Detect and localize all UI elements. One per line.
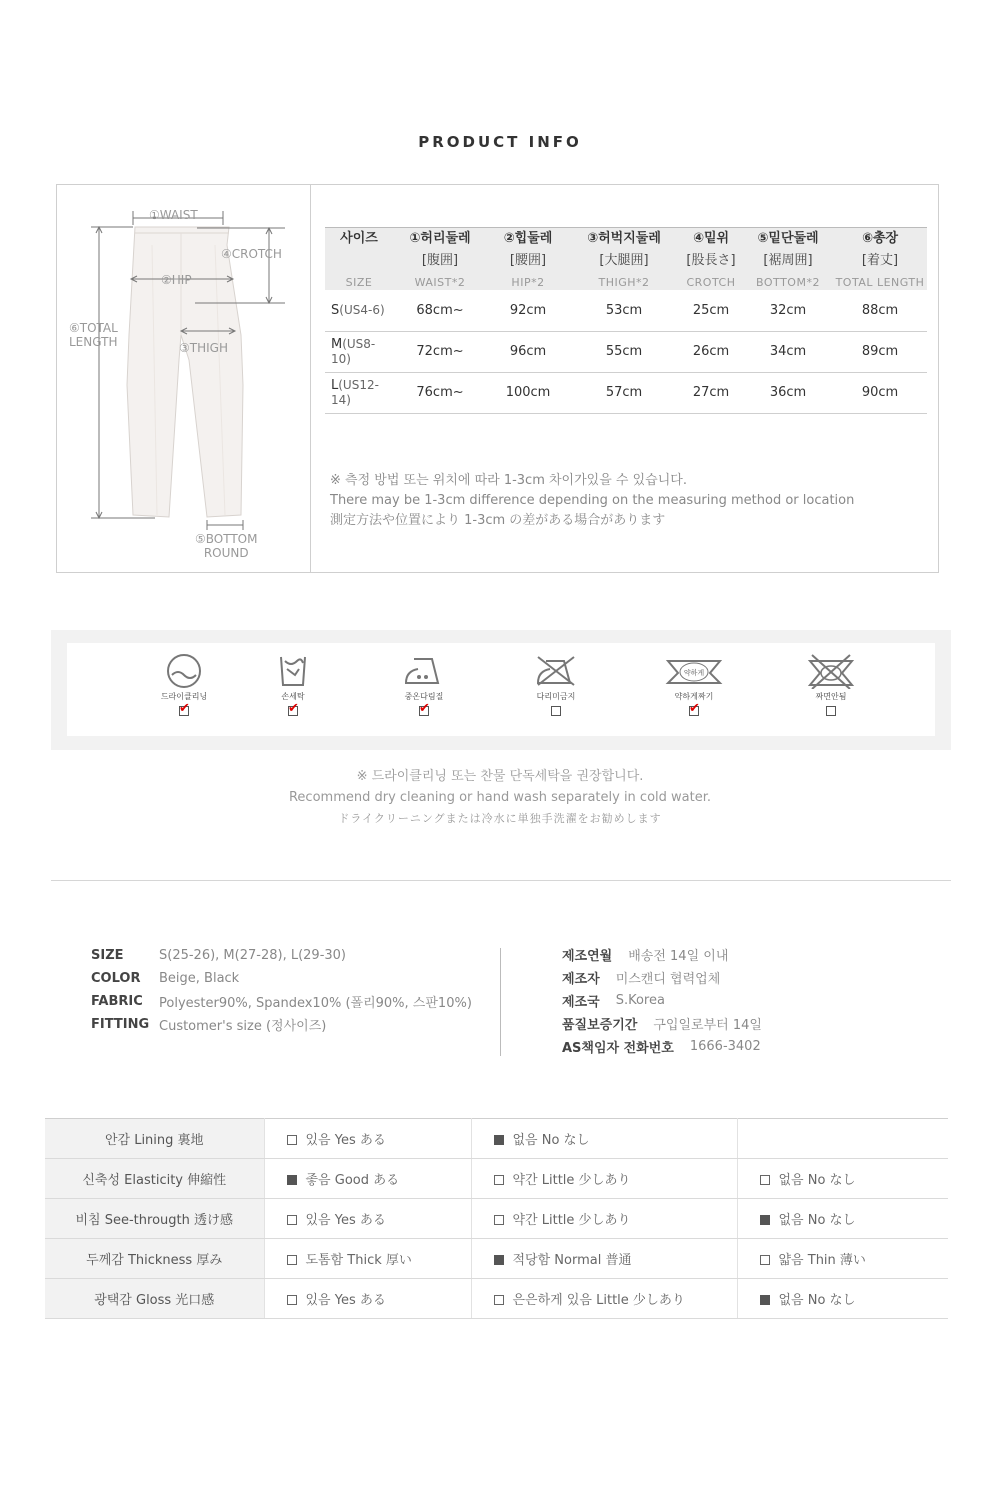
total-cell: 90cm <box>833 372 927 413</box>
feature-option <box>737 1119 948 1159</box>
mfg-row <box>562 966 762 989</box>
care-hand-wash <box>253 653 333 720</box>
total-length-line1: ⑥TOTAL <box>69 321 118 335</box>
feature-option <box>471 1199 737 1239</box>
feature-label: 신축성 Elasticity 伸縮性 <box>45 1159 264 1199</box>
option-checkbox[interactable] <box>494 1135 504 1145</box>
feature-row <box>45 1119 948 1159</box>
dry-clean-icon <box>164 653 204 689</box>
care-panel <box>51 630 951 750</box>
crotch-cell: 25cm <box>679 290 743 331</box>
care-label: 다리미금지 <box>536 692 576 701</box>
care-label: 손세탁 <box>281 692 305 701</box>
bottom-cell: 34cm <box>743 331 833 372</box>
option-text: 없음 No なし <box>778 1173 856 1188</box>
header-hip: ②힙둘레 [腰囲] HIP*2 <box>487 228 569 291</box>
thigh-cell: 55cm <box>569 331 679 372</box>
header-total: ⑥총장 [着丈] TOTAL LENGTH <box>833 228 927 291</box>
spec-key: COLOR <box>91 971 141 986</box>
size-cell: S(US4-6) <box>325 290 393 331</box>
feature-label: 두께감 Thickness 厚み <box>45 1239 264 1279</box>
no-wring-icon <box>806 653 856 689</box>
size-table-header <box>325 228 927 291</box>
note-ko: ※ 측정 방법 또는 위치에 따라 1-3cm 차이가있을 수 있습니다. <box>330 473 687 488</box>
measure-notes <box>330 471 854 531</box>
feature-option <box>471 1239 737 1279</box>
mfg-row <box>562 1035 762 1058</box>
crotch-cell: 26cm <box>679 331 743 372</box>
total-cell: 88cm <box>833 290 927 331</box>
spec-list <box>91 944 472 1036</box>
crotch-cell: 27cm <box>679 372 743 413</box>
mfg-key: 제조연월 <box>562 949 613 964</box>
option-text: 약간 Little 少しあり <box>512 1173 631 1188</box>
care-note-en: Recommend dry cleaning or hand wash separately in cold water. <box>288 790 711 805</box>
box-divider <box>310 185 311 572</box>
table-row <box>325 372 927 413</box>
thigh-label: ③THIGH <box>179 341 228 355</box>
waist-label: ①WAIST <box>149 208 198 222</box>
table-row <box>325 290 927 331</box>
option-checkbox[interactable] <box>760 1295 770 1305</box>
care-label: 짜면안됨 <box>815 692 847 701</box>
feature-option <box>264 1159 471 1199</box>
care-checkbox[interactable] <box>551 706 561 716</box>
care-icons <box>67 643 935 736</box>
iron-icon <box>402 653 446 689</box>
no-iron-icon <box>534 653 578 689</box>
spec-row <box>91 967 472 990</box>
spec-divider <box>500 948 501 1056</box>
option-checkbox[interactable] <box>494 1295 504 1305</box>
hip-cell: 96cm <box>487 331 569 372</box>
note-en: There may be 1-3cm difference depending on the measuring method or location <box>330 493 855 508</box>
spec-row <box>91 990 472 1013</box>
pants-diagram <box>57 185 310 572</box>
option-checkbox[interactable] <box>287 1255 297 1265</box>
option-text: 은은하게 있음 Little 少しあり <box>512 1293 685 1308</box>
feature-option <box>471 1159 737 1199</box>
care-notes <box>0 766 1000 829</box>
check-mark-icon: ✔ <box>689 701 700 716</box>
care-checkbox[interactable] <box>288 701 299 716</box>
option-text: 있음 Yes ある <box>305 1213 386 1228</box>
option-text: 없음 No なし <box>512 1133 590 1148</box>
spec-row <box>91 944 472 967</box>
option-checkbox[interactable] <box>287 1215 297 1225</box>
option-text: 약간 Little 少しあり <box>512 1213 631 1228</box>
hip-cell: 92cm <box>487 290 569 331</box>
spec-value: Customer's size (정사이즈) <box>159 1019 327 1034</box>
feature-option <box>737 1159 948 1199</box>
check-mark-icon: ✔ <box>419 701 430 716</box>
spec-key: FABRIC <box>91 994 143 1009</box>
table-row <box>325 331 927 372</box>
page-title: PRODUCT INFO <box>418 133 582 151</box>
waist-cell: 76cm~ <box>393 372 487 413</box>
hand-wash-icon <box>273 653 313 689</box>
total-cell: 89cm <box>833 331 927 372</box>
feature-option <box>264 1199 471 1239</box>
option-text: 있음 Yes ある <box>305 1293 386 1308</box>
mfg-value: 배송전 14일 이내 <box>628 949 729 964</box>
feature-label: 비침 See-througth 透け感 <box>45 1199 264 1239</box>
feature-label: 광택감 Gloss 光口感 <box>45 1279 264 1319</box>
size-cell: M(US8-10) <box>325 331 393 372</box>
care-label: 약하게짜기 <box>674 692 714 701</box>
option-checkbox[interactable] <box>287 1175 297 1185</box>
spec-key: FITTING <box>91 1017 150 1032</box>
size-info-box <box>56 184 939 573</box>
feature-option <box>264 1239 471 1279</box>
option-checkbox[interactable] <box>760 1255 770 1265</box>
option-text: 적당함 Normal 普通 <box>512 1253 632 1268</box>
feature-option <box>737 1239 948 1279</box>
spec-value: S(25-26), M(27-28), L(29-30) <box>159 948 346 963</box>
header-waist: ①허리둘레 [腹囲] WAIST*2 <box>393 228 487 291</box>
feature-row <box>45 1159 948 1199</box>
care-label: 중온다림질 <box>404 692 444 701</box>
care-checkbox[interactable] <box>179 701 190 716</box>
crotch-label: ④CROTCH <box>221 247 282 261</box>
size-cell: L(US12-14) <box>325 372 393 413</box>
option-checkbox[interactable] <box>287 1135 297 1145</box>
option-checkbox[interactable] <box>760 1175 770 1185</box>
feature-row <box>45 1199 948 1239</box>
pants-illustration <box>57 185 310 572</box>
feature-option <box>737 1279 948 1319</box>
care-label: 드라이클리닝 <box>160 692 208 701</box>
header-crotch: ④밑위 [股長さ] CROTCH <box>679 228 743 291</box>
manufacture-info <box>562 943 762 1058</box>
bottom-round-label <box>195 532 257 560</box>
care-no-iron <box>516 653 596 720</box>
option-text: 얇음 Thin 薄い <box>778 1253 866 1268</box>
feature-option <box>264 1119 471 1159</box>
care-checkbox[interactable] <box>419 701 430 716</box>
waist-cell: 68cm~ <box>393 290 487 331</box>
care-iron <box>384 653 464 720</box>
option-checkbox[interactable] <box>760 1215 770 1225</box>
mfg-key: AS책임자 전화번호 <box>562 1041 674 1056</box>
mfg-value: 미스캔디 협력업체 <box>615 972 721 987</box>
header-thigh: ③허벅지둘레 [大腿囲] THIGH*2 <box>569 228 679 291</box>
feature-option <box>471 1119 737 1159</box>
care-dry-clean <box>144 653 224 720</box>
option-checkbox[interactable] <box>494 1215 504 1225</box>
feature-table <box>45 1118 948 1319</box>
mfg-value: 구입일로부터 14일 <box>653 1018 762 1033</box>
size-table <box>325 227 927 414</box>
header-bottom: ⑤밑단둘레 [裾周囲] BOTTOM*2 <box>743 228 833 291</box>
check-mark-icon: ✔ <box>288 701 299 716</box>
mfg-key: 품질보증기간 <box>562 1018 638 1033</box>
mfg-value: 1666-3402 <box>689 1039 761 1054</box>
option-checkbox[interactable] <box>287 1295 297 1305</box>
mfg-row <box>562 989 762 1012</box>
option-checkbox[interactable] <box>494 1255 504 1265</box>
feature-row <box>45 1279 948 1319</box>
feature-label: 안감 Lining 裏地 <box>45 1119 264 1159</box>
spec-value: Polyester90%, Spandex10% (폴리90%, 스판10%) <box>159 996 472 1011</box>
bottom-round-line1: ⑤BOTTOM <box>195 532 258 546</box>
mfg-value: S.Korea <box>615 993 665 1008</box>
total-length-label <box>69 321 118 349</box>
care-note-jp: ドライクリーニングまたは冷水に単独手洗濯をお勧めします <box>338 812 662 825</box>
mfg-row <box>562 943 762 966</box>
option-text: 도톰함 Thick 厚い <box>305 1253 412 1268</box>
care-no-wring <box>791 653 871 720</box>
mfg-key: 제조국 <box>562 995 600 1010</box>
feature-option <box>471 1279 737 1319</box>
care-gentle-wring <box>654 653 734 720</box>
bottom-round-line2: ROUND <box>203 546 249 560</box>
option-checkbox[interactable] <box>494 1175 504 1185</box>
option-text: 없음 No なし <box>778 1293 856 1308</box>
care-note-ko: ※ 드라이클리닝 또는 찬물 단독세탁을 권장합니다. <box>356 769 644 784</box>
option-text: 없음 No なし <box>778 1213 856 1228</box>
check-mark-icon: ✔ <box>179 701 190 716</box>
gentle-wring-icon <box>664 653 724 689</box>
feature-option <box>737 1199 948 1239</box>
mfg-key: 제조자 <box>562 972 600 987</box>
bottom-cell: 32cm <box>743 290 833 331</box>
section-divider <box>51 880 951 881</box>
hip-label: ②HIP <box>161 273 192 287</box>
thigh-cell: 53cm <box>569 290 679 331</box>
feature-option <box>264 1279 471 1319</box>
gentle-badge: 약하게 <box>683 669 705 677</box>
thigh-cell: 57cm <box>569 372 679 413</box>
option-text: 있음 Yes ある <box>305 1133 386 1148</box>
spec-key: SIZE <box>91 948 124 963</box>
mfg-row <box>562 1012 762 1035</box>
care-checkbox[interactable] <box>689 701 700 716</box>
header-size: 사이즈 SIZE <box>325 228 393 291</box>
bottom-cell: 36cm <box>743 372 833 413</box>
care-checkbox[interactable] <box>826 706 836 716</box>
note-jp: 測定方法や位置により 1-3cm の差がある場合があります <box>330 513 666 528</box>
spec-row <box>91 1013 472 1036</box>
waist-cell: 72cm~ <box>393 331 487 372</box>
option-text: 좋음 Good ある <box>305 1173 400 1188</box>
spec-value: Beige, Black <box>159 971 240 986</box>
feature-row <box>45 1239 948 1279</box>
total-length-line2: LENGTH <box>69 335 118 349</box>
hip-cell: 100cm <box>487 372 569 413</box>
